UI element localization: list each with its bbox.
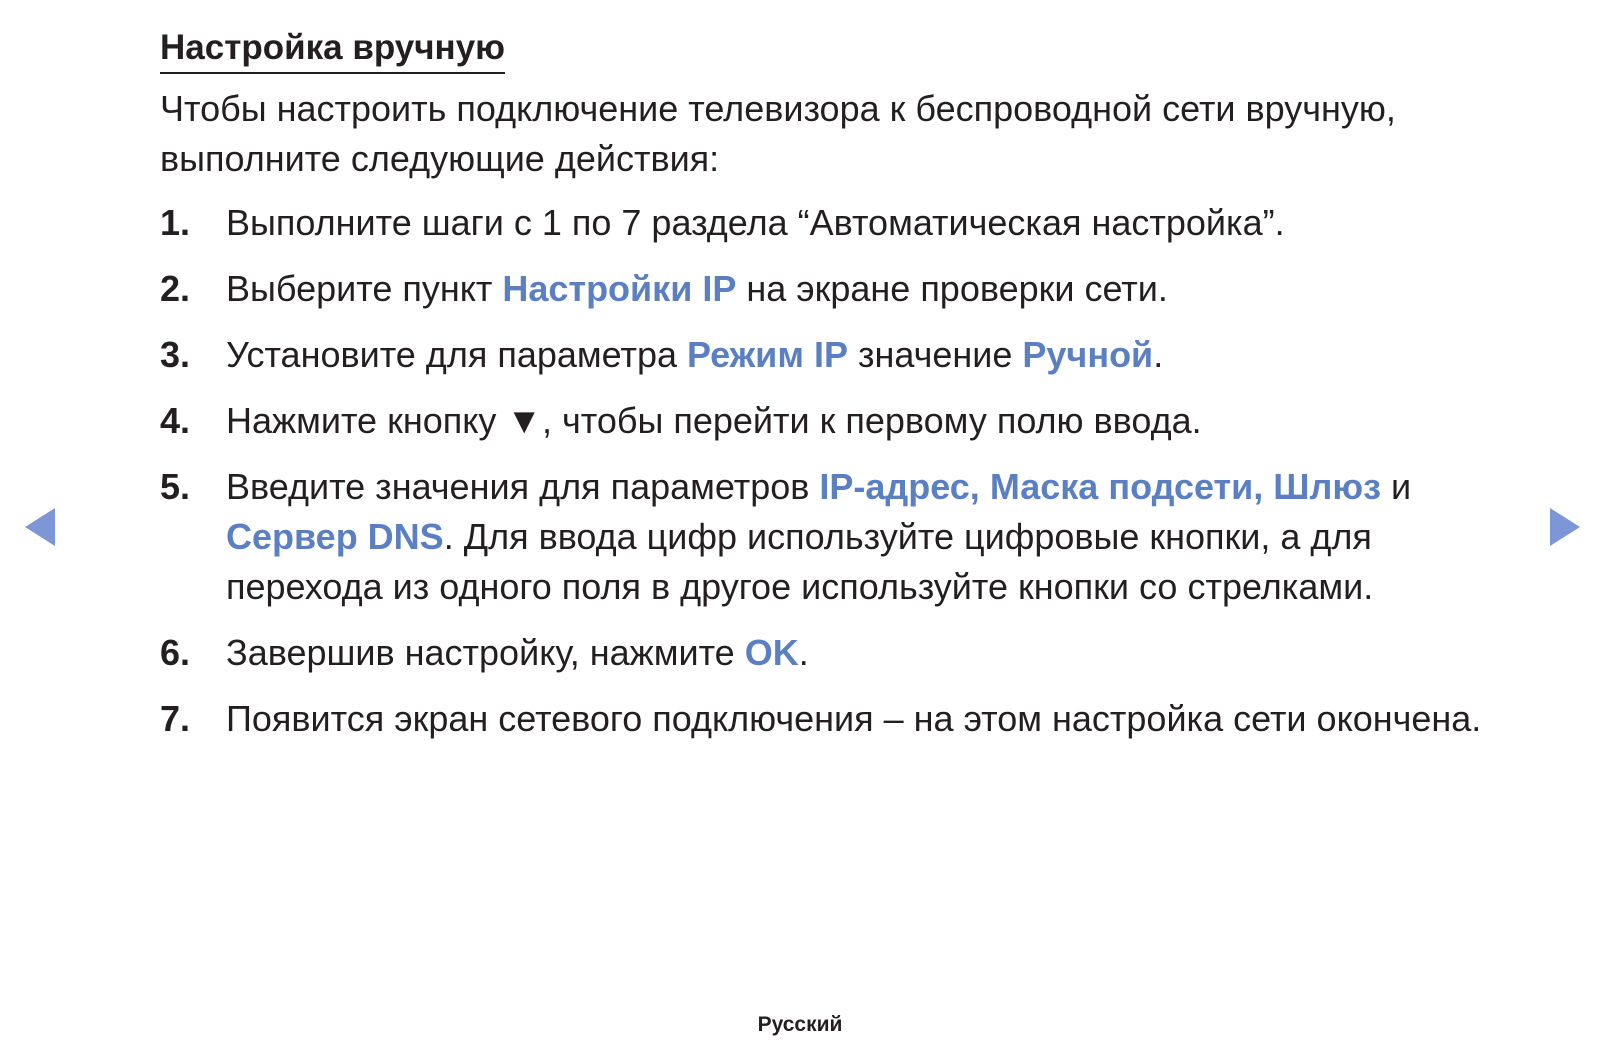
step-highlight-term: IP-адрес, Маска подсети, Шлюз — [819, 466, 1381, 507]
step-text: Появится экран сетевого подключения – на этом настройка сети окончена. — [226, 698, 1482, 739]
step-item — [160, 264, 1500, 314]
step-number: 6. — [160, 632, 191, 673]
step-text: Нажмите кнопку ▼, чтобы перейти к первому полю ввода. — [226, 400, 1202, 441]
step-highlight-term: Ручной — [1022, 334, 1154, 375]
step-text: Завершив настройку, нажмите — [226, 632, 745, 673]
step-item — [160, 396, 1500, 446]
step-text: значение — [847, 334, 1023, 375]
step-number: 7. — [160, 698, 191, 739]
step-item — [160, 628, 1500, 678]
step-text: Выберите пункт — [226, 268, 503, 309]
step-number: 4. — [160, 400, 191, 441]
step-item — [160, 198, 1500, 248]
step-highlight-term: Настройки IP — [502, 268, 737, 309]
step-text: Установите для параметра — [226, 334, 687, 375]
intro-text: Чтобы настроить подключение телевизора к беспроводной сети вручную, выполните следующие действия: — [160, 88, 1396, 179]
step-item — [160, 694, 1500, 744]
step-text: . — [798, 632, 809, 673]
step-number: 2. — [160, 268, 191, 309]
step-number: 3. — [160, 334, 191, 375]
next-page-arrow-icon[interactable] — [1550, 508, 1580, 546]
steps-list — [160, 198, 1500, 760]
step-item — [160, 330, 1500, 380]
step-text: . Для ввода цифр используйте цифровые кнопки, а для перехода из одного поля в другое используйте кнопки со стрелками. — [226, 516, 1374, 607]
step-item — [160, 462, 1500, 612]
step-text: и — [1380, 466, 1412, 507]
step-text: . — [1153, 334, 1164, 375]
step-highlight-term: OK — [744, 632, 799, 673]
step-text: Выполните шаги с 1 по 7 раздела “Автоматическая настройка”. — [226, 202, 1285, 243]
step-highlight-term: Режим IP — [687, 334, 848, 375]
step-text: на экране проверки сети. — [736, 268, 1168, 309]
step-text: Введите значения для параметров — [226, 466, 820, 507]
step-number: 5. — [160, 466, 191, 507]
step-number: 1. — [160, 202, 191, 243]
step-highlight-term: Сервер DNS — [226, 516, 444, 557]
footer-language: Русский — [757, 1013, 843, 1036]
prev-page-arrow-icon[interactable] — [25, 508, 55, 546]
section-title: Настройка вручную — [160, 26, 505, 74]
